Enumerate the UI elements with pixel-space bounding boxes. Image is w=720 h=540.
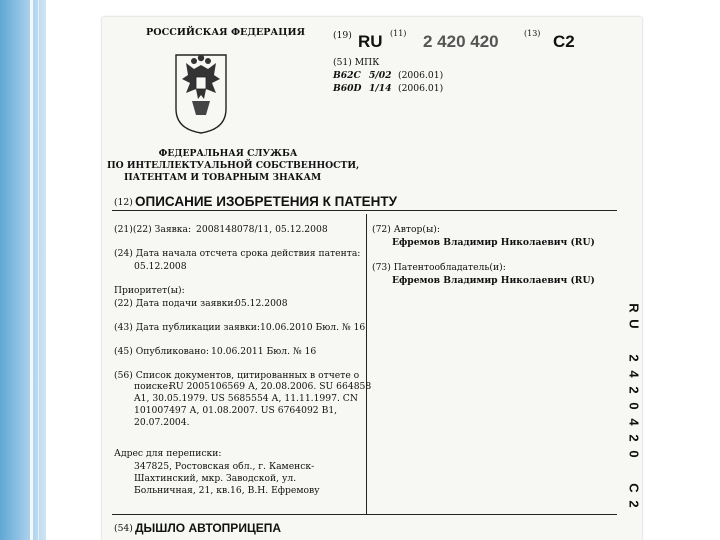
patent-number: 2 420 420: [423, 32, 499, 51]
title-rule: [112, 210, 617, 211]
code-13: (13): [524, 29, 541, 38]
side-char: 4: [626, 370, 642, 378]
title-code: (12): [114, 197, 133, 208]
class-year: (2006.01): [398, 83, 444, 94]
side-char: 2: [626, 386, 642, 394]
owners-label: (73) Патентообладатель(и):: [372, 262, 506, 273]
agency-line-1: ФЕДЕРАЛЬНАЯ СЛУЖБА: [158, 148, 298, 159]
filing-date-label: (22) Дата подачи заявки:: [114, 298, 237, 309]
side-char: 2: [626, 500, 642, 508]
mpk-label: (51) МПК: [333, 57, 380, 68]
citation-line: RU 2005106569 А, 20.08.2006. SU 664858: [169, 381, 372, 392]
coat-of-arms-icon: [172, 49, 230, 135]
sidebar-streak: [38, 0, 39, 540]
class-year: (2006.01): [398, 70, 444, 81]
class-sub: 5/02: [369, 70, 392, 81]
application-value: 2008148078/11, 05.12.2008: [196, 224, 328, 235]
side-char: 2: [626, 354, 642, 362]
footer-rule: [112, 514, 617, 515]
publication-date-label: (43) Дата публикации заявки:: [114, 322, 260, 333]
owner-name: Ефремов Владимир Николаевич (RU): [392, 275, 595, 286]
document-title: ОПИСАНИЕ ИЗОБРЕТЕНИЯ К ПАТЕНТУ: [135, 194, 398, 209]
patent-document: [102, 17, 642, 540]
address-line: Шахтинский, мкр. Заводской, ул.: [134, 473, 297, 484]
country-label: РОССИЙСКАЯ ФЕДЕРАЦИЯ: [146, 27, 306, 38]
side-char: 0: [626, 402, 642, 410]
citation-line: 101007497 А, 01.08.2007. US 6764092 B1,: [134, 405, 338, 416]
published-label: (45) Опубликовано:: [114, 346, 210, 357]
side-char: 0: [626, 450, 642, 458]
application-label: (21)(22) Заявка:: [114, 224, 192, 235]
term-start-value: 05.12.2008: [134, 261, 187, 272]
country-code: RU: [358, 32, 383, 51]
side-char: C: [626, 483, 642, 493]
side-char: R: [626, 303, 642, 313]
citations-label: (56) Список документов, цитированных в отчете о: [114, 370, 360, 381]
kind-code: C2: [553, 32, 575, 51]
address-line: 347825, Ростовская обл., г. Каменск-: [134, 461, 315, 472]
filing-date-value: 05.12.2008: [235, 298, 288, 309]
author-name: Ефремов Владимир Николаевич (RU): [392, 237, 595, 248]
column-divider: [366, 214, 367, 514]
class-code: B62C: [333, 70, 361, 81]
priority-label: Приоритет(ы):: [114, 285, 185, 296]
class-sub: 1/14: [369, 83, 392, 94]
citations-label: поиске:: [134, 381, 172, 392]
sidebar-streak: [30, 0, 33, 540]
slide-sidebar: [0, 0, 46, 540]
authors-label: (72) Автор(ы):: [372, 224, 440, 235]
published-value: 10.06.2011 Бюл. № 16: [211, 346, 317, 357]
side-char: U: [626, 319, 642, 329]
code-11: (11): [390, 29, 407, 38]
invention-title: ДЫШЛО АВТОПРИЦЕПА: [135, 521, 281, 535]
citation-line: A1, 30.05.1979. US 5685554 А, 11.11.1997. CN: [134, 393, 358, 404]
side-patent-number: [627, 300, 641, 512]
term-start-label: (24) Дата начала отсчета срока действия патента:: [114, 248, 361, 259]
side-char: 2: [626, 434, 642, 442]
citation-line: 20.07.2004.: [134, 417, 190, 428]
code-19: (19): [333, 30, 352, 41]
class-code: B60D: [333, 83, 362, 94]
address-label: Адрес для переписки:: [114, 448, 222, 459]
agency-line-3: ПАТЕНТАМ И ТОВАРНЫМ ЗНАКАМ: [124, 172, 322, 183]
publication-date-value: 10.06.2010 Бюл. № 16: [260, 322, 366, 333]
footer-code: (54): [114, 523, 133, 534]
agency-line-2: ПО ИНТЕЛЛЕКТУАЛЬНОЙ СОБСТВЕННОСТИ,: [107, 160, 360, 171]
side-char: 4: [626, 418, 642, 426]
address-line: Больничная, 21, кв.16, В.Н. Ефремову: [134, 485, 320, 496]
